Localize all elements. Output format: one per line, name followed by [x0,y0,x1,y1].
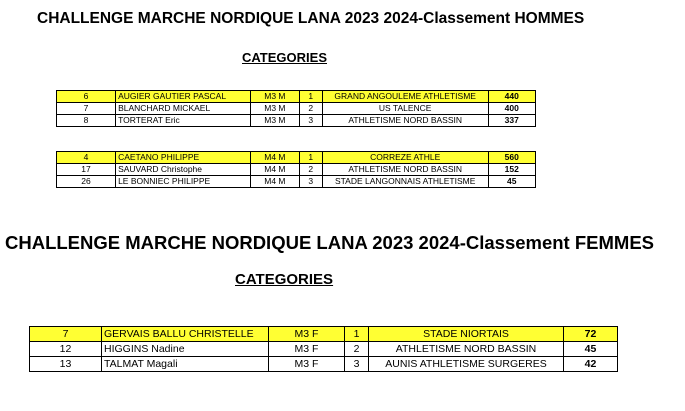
category-cell: M3 F [269,327,345,342]
table-row [57,103,536,115]
category-cell: M3 M [251,91,300,103]
category-cell: M4 M [251,152,300,164]
men-ranking-title: CHALLENGE MARCHE NORDIQUE LANA 2023 2024-Classement HOMMES [37,10,585,27]
club-cell: ATHLETISME NORD BASSIN [322,115,488,127]
women-ranking-title: CHALLENGE MARCHE NORDIQUE LANA 2023 2024-Classement FEMMES [5,232,654,253]
table-row [30,327,618,342]
table-row [30,357,618,372]
overall-rank-cell: 12 [30,342,102,357]
overall-rank-cell: 17 [57,164,116,176]
points-cell: 560 [488,152,536,164]
points-cell: 400 [488,103,536,115]
points-cell: 42 [564,357,618,372]
athlete-name-cell: HIGGINS Nadine [102,342,269,357]
club-cell: STADE NIORTAIS [369,327,564,342]
category-rank-cell: 3 [345,357,369,372]
athlete-name-cell: TALMAT Magali [102,357,269,372]
table-row [30,342,618,357]
table-row [57,91,536,103]
athlete-name-cell: SAUVARD Christophe [116,164,251,176]
points-cell: 45 [564,342,618,357]
category-cell: M4 M [251,176,300,188]
club-cell: GRAND ANGOULEME ATHLETISME [322,91,488,103]
category-cell: M3 M [251,115,300,127]
table-row [57,176,536,188]
category-cell: M3 F [269,357,345,372]
club-cell: US TALENCE [322,103,488,115]
overall-rank-cell: 7 [30,327,102,342]
points-cell: 337 [488,115,536,127]
men-m3-table [56,90,536,127]
category-rank-cell: 1 [345,327,369,342]
club-cell: CORREZE ATHLE [322,152,488,164]
category-cell: M3 F [269,342,345,357]
club-cell: STADE LANGONNAIS ATHLETISME [322,176,488,188]
athlete-name-cell: TORTERAT Eric [116,115,251,127]
category-rank-cell: 2 [299,103,322,115]
women-categories-heading: CATEGORIES [235,271,334,288]
athlete-name-cell: GERVAIS BALLU CHRISTELLE [102,327,269,342]
category-rank-cell: 2 [345,342,369,357]
overall-rank-cell: 8 [57,115,116,127]
category-cell: M4 M [251,164,300,176]
table-row [57,115,536,127]
category-rank-cell: 3 [299,176,322,188]
category-rank-cell: 1 [299,152,322,164]
overall-rank-cell: 13 [30,357,102,372]
athlete-name-cell: AUGIER GAUTIER PASCAL [116,91,251,103]
overall-rank-cell: 4 [57,152,116,164]
club-cell: ATHLETISME NORD BASSIN [369,342,564,357]
table-row [57,164,536,176]
category-cell: M3 M [251,103,300,115]
category-rank-cell: 3 [299,115,322,127]
table-row [57,152,536,164]
points-cell: 152 [488,164,536,176]
category-rank-cell: 2 [299,164,322,176]
points-cell: 440 [488,91,536,103]
athlete-name-cell: BLANCHARD MICKAEL [116,103,251,115]
overall-rank-cell: 6 [57,91,116,103]
women-m3-table [29,326,618,372]
overall-rank-cell: 7 [57,103,116,115]
points-cell: 72 [564,327,618,342]
athlete-name-cell: CAETANO PHILIPPE [116,152,251,164]
club-cell: ATHLETISME NORD BASSIN [322,164,488,176]
men-m4-table [56,151,536,188]
club-cell: AUNIS ATHLETISME SURGERES [369,357,564,372]
athlete-name-cell: LE BONNIEC PHILIPPE [116,176,251,188]
category-rank-cell: 1 [299,91,322,103]
points-cell: 45 [488,176,536,188]
overall-rank-cell: 26 [57,176,116,188]
men-categories-heading: CATEGORIES [242,50,327,65]
